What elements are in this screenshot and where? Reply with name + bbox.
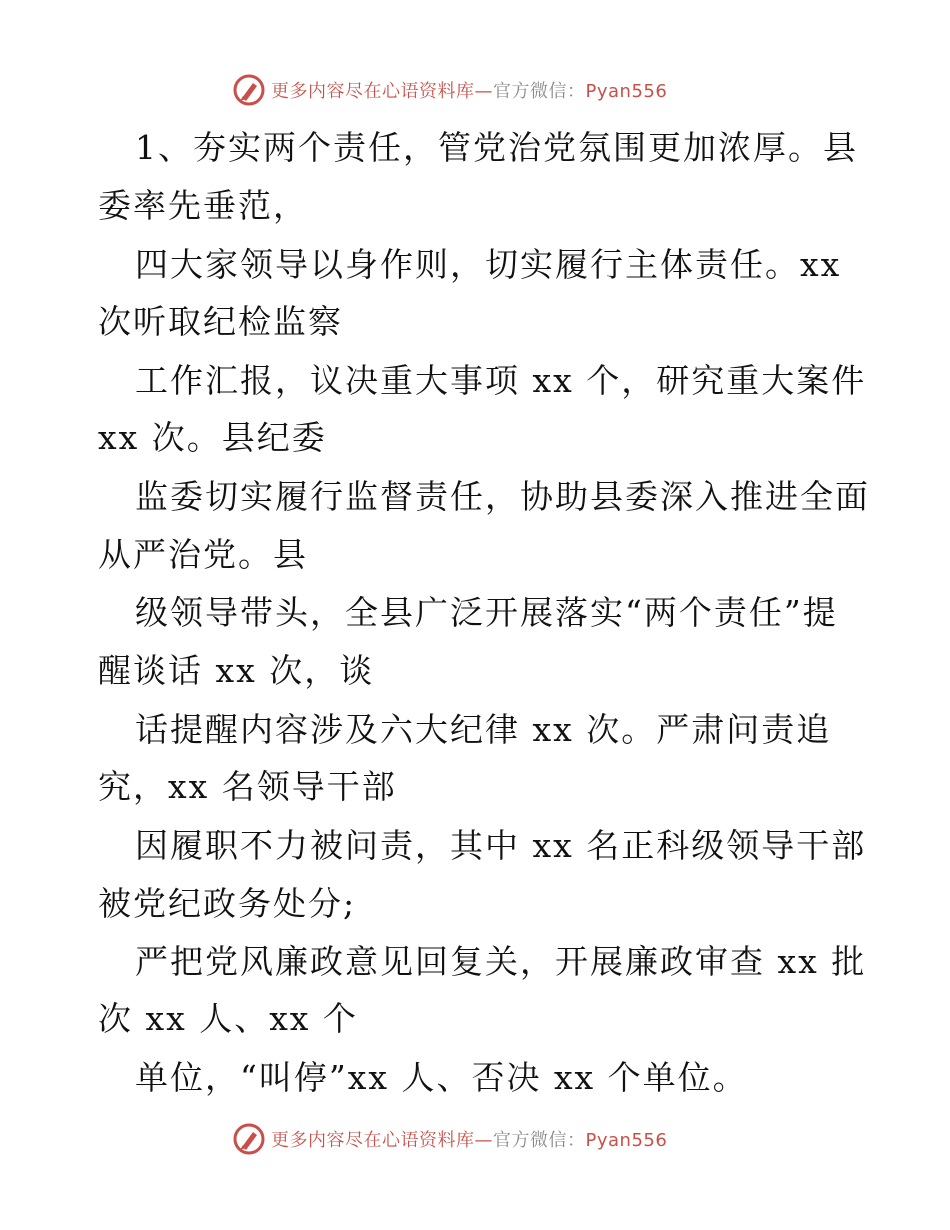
paragraph-line: 级领导带头，全县广泛开展落实“两个责任”提 [135,593,838,632]
paragraph-line: 1、夯实两个责任，管党治党氛围更加浓厚。县 [135,128,858,167]
watermark-label: 官方微信： [493,1130,586,1151]
watermark-label: 官方微信： [493,81,586,102]
pen-nib-circle-icon [233,1123,265,1155]
paragraph-line: 醒谈话 xx 次，谈 [98,651,375,690]
watermark-brand: 更多内容尽在心语资料库 [271,1130,475,1151]
paragraph-line: 被党纪政务处分; [98,884,357,923]
watermark-id: Pyan556 [585,81,668,102]
paragraph-line: 次听取纪检监察 [98,302,343,341]
watermark-dash: — [474,1130,493,1151]
watermark-id: Pyan556 [585,1130,668,1151]
paragraph-line: 四大家领导以身作则，切实履行主体责任。xx [135,245,842,284]
paragraph-line: 严把党风廉政意见回复关，开展廉政审查 xx 批 [135,942,867,981]
paragraph-line: 究，xx 名领导干部 [98,767,397,806]
paragraph-line: 话提醒内容涉及六大纪律 xx 次。严肃问责追 [135,710,832,749]
paragraph-line: 委率先垂范， [98,186,308,225]
footer-watermark [233,1122,667,1156]
paragraph-line: 因履职不力被问责，其中 xx 名正科级领导干部 [135,826,867,865]
watermark-brand: 更多内容尽在心语资料库 [271,81,475,102]
paragraph-line: 次 xx 人、xx 个 [98,999,358,1038]
watermark-dash: — [474,81,493,102]
paragraph-line: 从严治党。县 [98,535,308,574]
paragraph-line: 单位，“叫停”xx 人、否决 xx 个单位。 [135,1058,748,1097]
paragraph-line: 监委切实履行监督责任，协助县委深入推进全面 [135,477,870,516]
paragraph-line: 工作汇报，议决重大事项 xx 个，研究重大案件 [135,361,867,400]
paragraph-line: xx 次。县纪委 [98,418,327,457]
